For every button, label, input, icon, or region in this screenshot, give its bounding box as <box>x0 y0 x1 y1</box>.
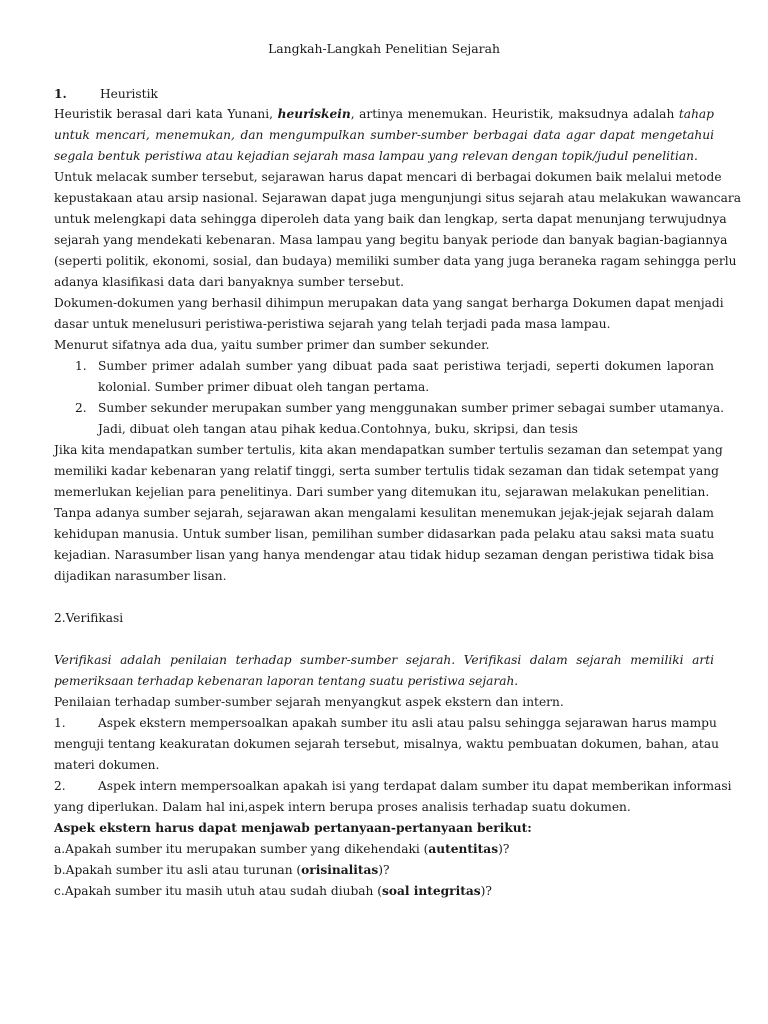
paragraph-line: Untuk melacak sumber tersebut, sejarawan harus dapat mencari di berbagai dokumen baik melalui metode <box>54 170 722 184</box>
paragraph-line: Menurut sifatnya ada dua, yaitu sumber primer dan sumber sekunder. <box>54 338 490 352</box>
paragraph-line: kehidupan manusia. Untuk sumber lisan, pemilihan sumber didasarkan pada pelaku atau saksi mata suatu <box>54 527 715 541</box>
list-item-line: materi dokumen. <box>54 758 160 772</box>
paragraph-line: Tanpa adanya sumber sejarah, sejarawan akan mengalami kesulitan menemukan jejak-jejak sejarah dalam <box>54 506 714 520</box>
paragraph-line: adanya klasifikasi data dari banyaknya sumber tersebut. <box>54 275 405 289</box>
list-number: 2. <box>54 779 66 793</box>
section-1-number: 1. <box>54 87 67 101</box>
list-item-line: yang diperlukan. Dalam hal ini,aspek intern berupa proses analisis terhadap suatu dokumen. <box>54 800 631 814</box>
paragraph-line: untuk mencari, menemukan, dan mengumpulkan sumber-sumber berbagai data agar dapat mengetahui <box>54 128 715 142</box>
list-item-line: menguji tentang keakuratan dokumen sejarah tersebut, misalnya, waktu pembuatan dokumen, bahan, atau <box>54 737 719 751</box>
paragraph-line: kejadian. Narasumber lisan yang hanya mendengar atau tidak hidup sezaman dengan peristiwa tidak bisa <box>54 548 714 562</box>
paragraph-line: Penilaian terhadap sumber-sumber sejarah menyangkut aspek ekstern dan intern. <box>54 695 564 709</box>
paragraph-line: dijadikan narasumber lisan. <box>54 569 227 583</box>
page-title: Langkah-Langkah Penelitian Sejarah <box>268 41 500 56</box>
paragraph-line: memiliki kadar kebenaran yang relatif tinggi, serta sumber tertulis tidak sezaman dan tidak setempat yang <box>54 464 719 478</box>
paragraph-line: pemeriksaan terhadap kebenaran laporan tentang suatu peristiwa sejarah. <box>54 674 519 688</box>
list-item-line: kolonial. Sumber primer dibuat oleh tangan pertama. <box>98 380 430 394</box>
list-item-line: Aspek intern mempersoalkan apakah isi yang terdapat dalam sumber itu dapat memberikan informasi <box>98 779 732 793</box>
paragraph-line: kepustakaan atau arsip nasional. Sejarawan dapat juga mengunjungi situs sejarah atau melakukan wawancara <box>54 191 741 205</box>
list-item-line: Sumber primer adalah sumber yang dibuat pada saat peristiwa terjadi, seperti dokumen laporan <box>98 359 714 373</box>
list-item-line: Jadi, dibuat oleh tangan atau pihak kedua.Contohnya, buku, skripsi, dan tesis <box>98 422 578 436</box>
paragraph-line: segala bentuk peristiwa atau kejadian sejarah masa lampau yang relevan dengan topik/judul penelitian. <box>54 149 698 163</box>
paragraph-line: memerlukan kejelian para penelitinya. Dari sumber yang ditemukan itu, sejarawan melakukan penelitian. <box>54 485 710 499</box>
question-line: c.Apakah sumber itu masih utuh atau sudah diubah (soal integritas)? <box>54 884 492 898</box>
paragraph-line: Heuristik berasal dari kata Yunani, heuriskein, artinya menemukan. Heuristik, maksudnya adalah tahap <box>54 107 714 121</box>
paragraph-line: untuk melengkapi data sehingga diperoleh data yang baik dan lengkap, serta dapat menunjang terwujudnya <box>54 212 727 226</box>
question-line: b.Apakah sumber itu asli atau turunan (orisinalitas)? <box>54 863 390 877</box>
paragraph-line: (seperti politik, ekonomi, sosial, dan budaya) memiliki sumber data yang juga beraneka ragam sehingga perlu <box>54 254 737 268</box>
section-1-heading: Heuristik <box>100 87 158 101</box>
section-2-heading: 2.Verifikasi <box>54 611 124 625</box>
paragraph-line: dasar untuk menelusuri peristiwa-peristiwa sejarah yang telah terjadi pada masa lampau. <box>54 317 611 331</box>
paragraph-line: Jika kita mendapatkan sumber tertulis, kita akan mendapatkan sumber tertulis sezaman dan setempat yang <box>54 443 723 457</box>
bold-heading: Aspek ekstern harus dapat menjawab pertanyaan-pertanyaan berikut: <box>54 821 532 835</box>
paragraph-line: Dokumen-dokumen yang berhasil dihimpun merupakan data yang sangat berharga Dokumen dapat menjadi <box>54 296 724 310</box>
question-line: a.Apakah sumber itu merupakan sumber yang dikehendaki (autentitas)? <box>54 842 510 856</box>
list-item-line: Sumber sekunder merupakan sumber yang menggunakan sumber primer sebagai sumber utamanya. <box>98 401 725 415</box>
list-item-line: Aspek ekstern mempersoalkan apakah sumber itu asli atau palsu sehingga sejarawan harus mampu <box>98 716 717 730</box>
paragraph-line: sejarah yang mendekati kebenaran. Masa lampau yang begitu banyak periode dan banyak bagian-bagiannya <box>54 233 728 247</box>
list-number: 1. <box>75 359 87 373</box>
paragraph-line: Verifikasi adalah penilaian terhadap sumber-sumber sejarah. Verifikasi dalam sejarah memiliki arti <box>54 653 715 667</box>
list-number: 2. <box>75 401 87 415</box>
list-number: 1. <box>54 716 66 730</box>
